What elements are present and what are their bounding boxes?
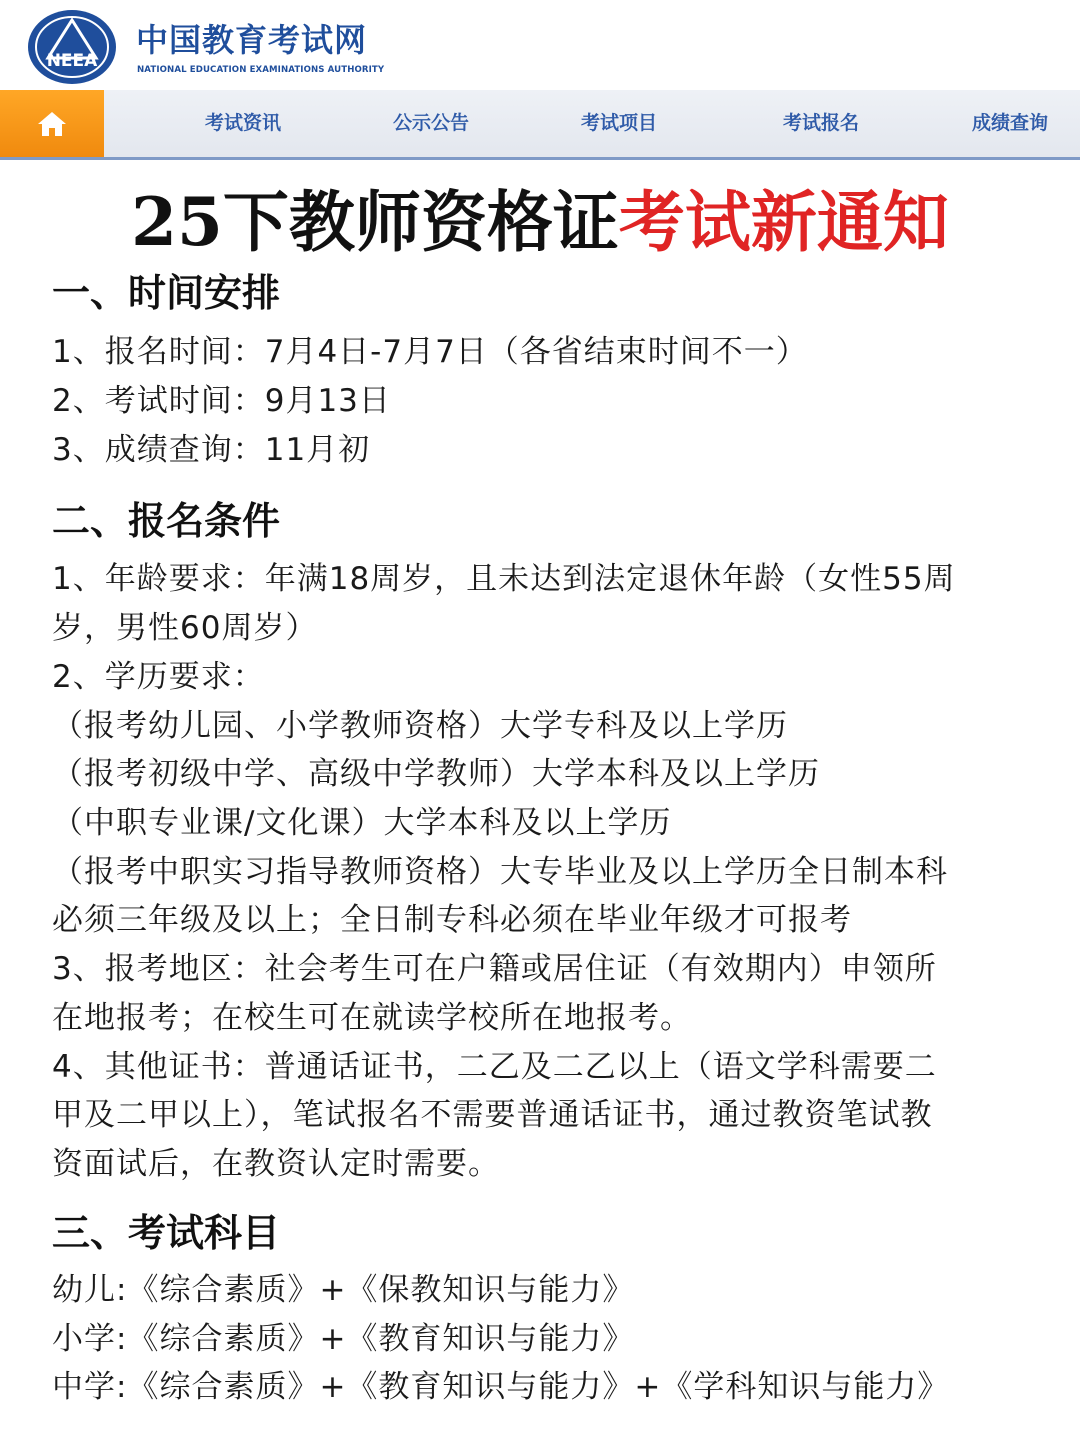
schedule-line: 1、报名时间：7月4日-7月7日（各省结束时间不一） xyxy=(52,334,808,370)
requirement-line: 甲及二甲以上），笔试报名不需要普通话证书，通过教资笔试教 xyxy=(52,1097,933,1133)
section-heading-schedule: 一、时间安排 xyxy=(52,270,281,315)
main-nav xyxy=(0,90,1080,160)
neea-logo-icon[interactable] xyxy=(26,8,118,86)
nav-item-exam-projects[interactable]: 考试项目 xyxy=(581,112,658,134)
requirement-line: （报考幼儿园、小学教师资格）大学专科及以上学历 xyxy=(52,708,788,744)
section-heading-subjects: 三、考试科目 xyxy=(52,1210,281,1255)
nav-item-announcements[interactable]: 公示公告 xyxy=(393,112,470,134)
title-part-red: 考试新通知 xyxy=(618,183,949,261)
nav-item-score-query[interactable]: 成绩查询 xyxy=(972,112,1049,134)
site-header xyxy=(0,0,1080,90)
requirement-line: 1、年龄要求：年满18周岁，且未达到法定退休年龄（女性55周 xyxy=(52,561,956,597)
requirement-line: 3、报考地区：社会考生可在户籍或居住证（有效期内）申领所 xyxy=(52,951,937,987)
brand-name-en: NATIONAL EDUCATION EXAMINATIONS AUTHORITY xyxy=(137,65,385,75)
section-heading-requirements: 二、报名条件 xyxy=(52,498,281,543)
requirement-line: 2、学历要求： xyxy=(52,659,265,695)
requirement-line: 必须三年级及以上；全日制专科必须在毕业年级才可报考 xyxy=(52,902,852,938)
requirement-line: 在地报考；在校生可在就读学校所在地报考。 xyxy=(52,1000,692,1036)
schedule-line: 2、考试时间：9月13日 xyxy=(52,383,391,419)
subject-line: 幼儿:《综合素质》+《保教知识与能力》 xyxy=(52,1272,635,1308)
requirement-line: 资面试后，在教资认定时需要。 xyxy=(52,1146,500,1182)
schedule-line: 3、成绩查询：11月初 xyxy=(52,432,371,468)
brand-name-cn[interactable]: 中国教育考试网 xyxy=(136,21,368,59)
logo-text: NEEA xyxy=(46,51,98,71)
title-part-black: 25下教师资格证 xyxy=(131,183,619,261)
nav-item-exam-news[interactable]: 考试资讯 xyxy=(205,112,282,134)
nav-item-registration[interactable]: 考试报名 xyxy=(783,112,860,134)
requirement-line: 4、其他证书：普通话证书，二乙及二乙以上（语文学科需要二 xyxy=(52,1049,937,1085)
home-icon xyxy=(36,110,68,138)
requirement-line: 岁，男性60周岁） xyxy=(52,610,318,646)
subject-line: 小学:《综合素质》+《教育知识与能力》 xyxy=(52,1321,635,1357)
page-title xyxy=(0,180,1080,264)
requirement-line: （报考初级中学、高级中学教师）大学本科及以上学历 xyxy=(52,756,820,792)
requirement-line: （中职专业课/文化课）大学本科及以上学历 xyxy=(52,805,672,841)
home-button[interactable] xyxy=(0,90,104,157)
subject-line: 中学:《综合素质》+《教育知识与能力》+《学科知识与能力》 xyxy=(52,1369,950,1405)
requirement-line: （报考中职实习指导教师资格）大专毕业及以上学历全日制本科 xyxy=(52,854,948,890)
